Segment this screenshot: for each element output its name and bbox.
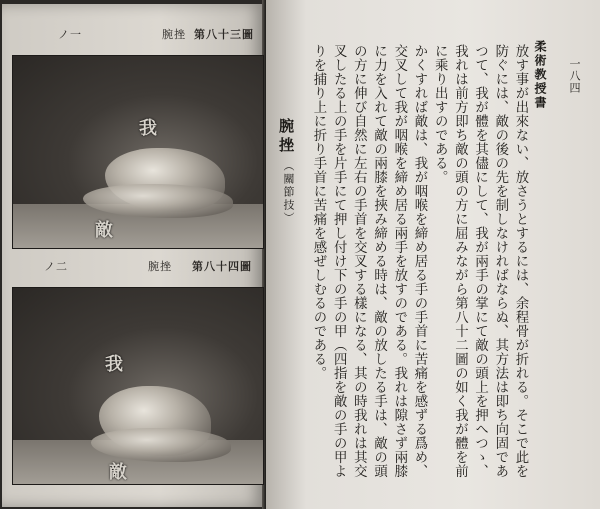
figure-84-title: 腕挫 (148, 260, 172, 273)
figure-84-number: 第八十四圖 (192, 260, 252, 273)
body-text (306, 44, 530, 484)
label-self: 我 (139, 118, 157, 139)
figure-84-caption (44, 258, 252, 274)
figure-83-caption (58, 26, 254, 42)
page-number: 一八四 (568, 58, 581, 94)
section-subtitle: （關節技） (282, 160, 295, 225)
figure-84-suffix: ノ二 (44, 260, 68, 273)
paragraph: かくすれば敵は、我が咽喉を締め居る手の手首に苦痛を感ずる爲め、交叉して我が咽喉を締め居る兩手を放すのである。我れは隙さず兩膝に力を入れて敵の兩膝を挾み締める時は、敵の放したる手は、敵の頭の方に伸び自然に左右の手首を交叉する樣になる、其の時我れは其交叉したる上の手を片手にて押し付け下の手の甲（四指を敵の手の甲よりを捕り上に折り手首に苦痛を感ぜしむるのである。 (310, 44, 427, 478)
paragraph: 放す事が出來ない、放さうとするには、余程骨が折れる。そこで此を防ぐには、敵の後の先を制しなければならぬ、其方法は即ち向固であつて、我が體を其儘にして、我が兩手の掌にて敵の頭上を押へつゝ、我れは前方即ち敵の頭の方に屈みながら第八十二圖の如く我が體を前に乘り出すのである。 (432, 44, 528, 478)
running-head: 柔術教授書 (533, 40, 547, 110)
section-title: 腕挫 (277, 118, 295, 156)
label-self: 我 (105, 354, 123, 375)
label-enemy: 敵 (109, 462, 127, 483)
figure-83-number: 第八十三圖 (194, 28, 254, 41)
figure-83-title: 腕挫 (162, 28, 186, 41)
figure-84-photo (12, 287, 264, 485)
label-enemy: 敵 (95, 220, 113, 241)
figure-83-photo (12, 55, 264, 249)
figure-83-suffix: ノ一 (58, 28, 82, 41)
